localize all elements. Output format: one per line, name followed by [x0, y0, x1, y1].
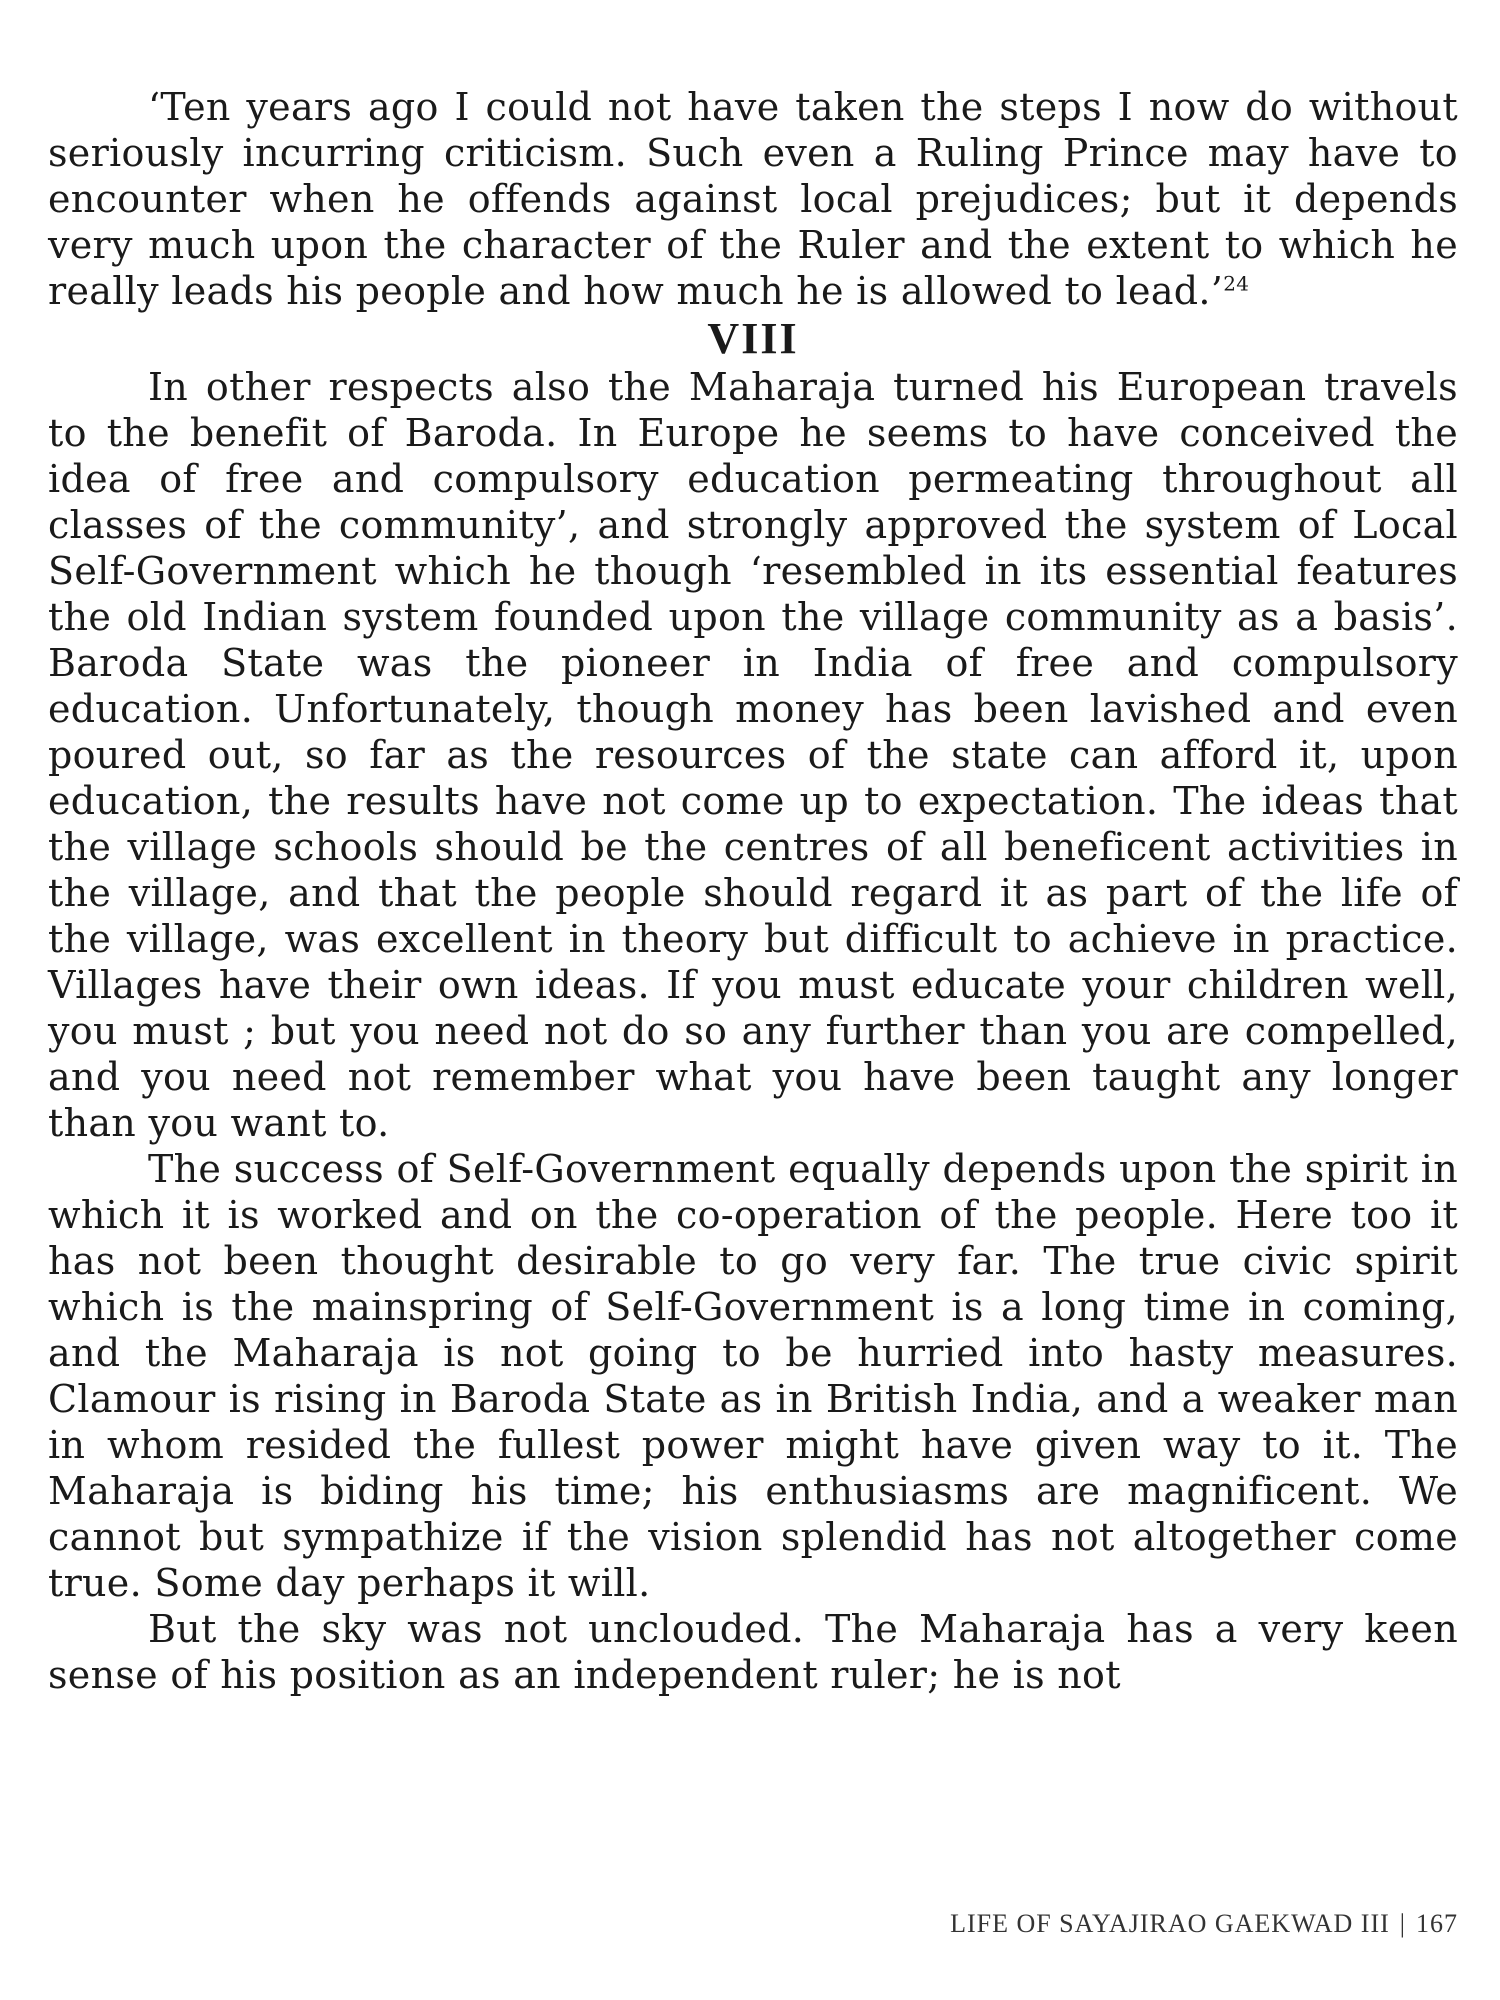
page-body [48, 84, 1458, 1698]
running-footer [950, 1909, 1458, 1939]
paragraph-quote [48, 84, 1458, 314]
section-heading: VIII [707, 314, 799, 363]
paragraph-quote-text: ‘Ten years ago I could not have taken the steps I now do without seriously incurring criticism. Such even a Ruling Prince may have to encounter when he offends against local prejudices; but it depends very much upon the character of the Ruler and the extent to which he really leads his people and how much he is allowed to lead.’ [48, 85, 1458, 313]
footer-separator: | [1399, 1909, 1406, 1938]
paragraph-self-government: The success of Self-Government equally depends upon the spirit in which it is worked and on the co-operation of the people. Here too it has not been thought desirable to go very far. The true civic spirit which is the mainspring of Self-Government is a long time in coming, and the Maharaja is not going to be hurried into hasty measures. Clamour is rising in Baroda State as in British India, and a weaker man in whom resided the fullest power might have given way to it. The Maharaja is biding his time; his enthusiasms are magnificent. We cannot but sympathize if the vision splendid has not altogether come true. Some day perhaps it will. [48, 1147, 1458, 1605]
footnote-marker: 24 [1223, 271, 1250, 296]
paragraph-sky-unclouded: But the sky was not unclouded. The Maharaja has a very keen sense of his position as an independent ruler; he is not [48, 1607, 1458, 1697]
page-number: 167 [1416, 1909, 1458, 1938]
paragraph-education: In other respects also the Maharaja turned his European travels to the benefit of Baroda. In Europe he seems to have conceived the idea of free and compulsory education permeating throughout all classes of the community’, and strongly approved the system of Local Self-Government which he though ‘resembled in its essential features the old Indian system founded upon the village community as a basis’. Baroda State was the pioneer in India of free and compulsory education. Unfortunately, though money has been lavished and even poured out, so far as the resources of the state can afford it, upon education, the results have not come up to expectation. The ideas that the village schools should be the centres of all beneficent activities in the village, and that the people should regard it as part of the life of the village, was excellent in theory but difficult to achieve in practice. Villages have their own ideas. If you must educate your children well, you must ; but you need not do so any further than you are compelled, and you need not remember what you have been taught any longer than you want to. [48, 365, 1458, 1145]
footer-book-title: LIFE OF SAYAJIRAO GAEKWAD III [950, 1909, 1390, 1938]
